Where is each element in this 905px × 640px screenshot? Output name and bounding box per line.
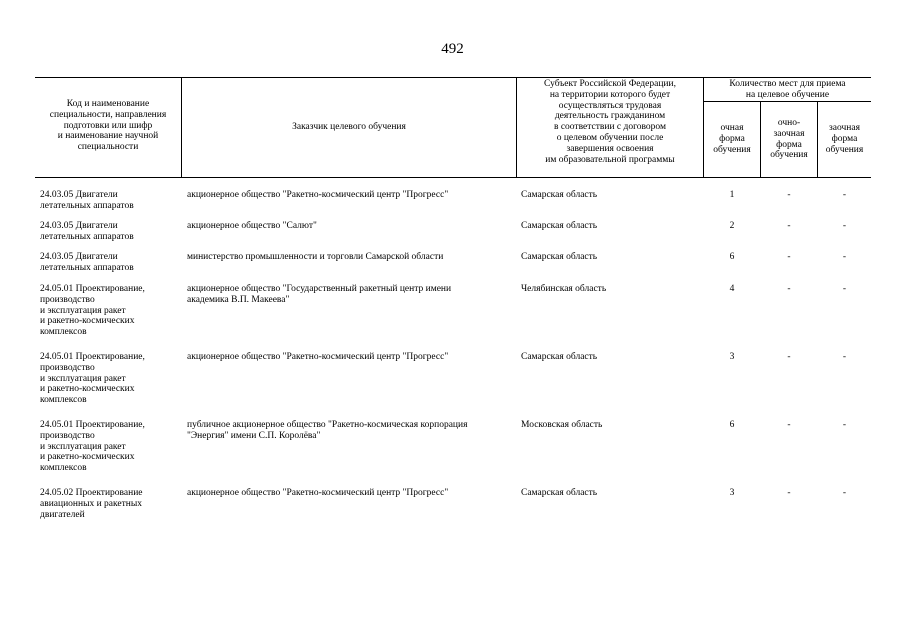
cell-distance: - <box>842 252 847 262</box>
cell-customer: акционерное общество "Ракетно-космический центр "Прогресс" <box>187 190 449 200</box>
cell-fulltime: 3 <box>729 352 735 362</box>
places-subheader-border <box>703 101 871 102</box>
cell-code: 24.05.01 Проектирование, производство и эксплуатация ракет и ракетно-космических комплексов <box>40 420 145 474</box>
header-top-border <box>35 77 871 78</box>
cell-customer: акционерное общество "Государственный ракетный центр имени академика В.П. Макеева" <box>187 284 452 305</box>
cell-parttime: - <box>787 221 791 231</box>
cell-distance: - <box>842 221 847 231</box>
cell-code: 24.03.05 Двигатели летательных аппаратов <box>40 221 134 242</box>
cell-distance: - <box>842 352 847 362</box>
cell-code: 24.03.05 Двигатели летательных аппаратов <box>40 252 134 273</box>
cell-fulltime: 6 <box>729 420 735 430</box>
cell-fulltime: 6 <box>729 252 735 262</box>
cell-fulltime: 2 <box>729 221 735 231</box>
header-fulltime: очная форма обучения <box>713 123 751 155</box>
cell-region: Самарская область <box>521 352 598 362</box>
cell-customer: акционерное общество "Ракетно-космический центр "Прогресс" <box>187 352 449 362</box>
page-number: 492 <box>441 41 464 57</box>
cell-customer: министерство промышленности и торговли Самарской области <box>187 252 444 262</box>
cell-customer: акционерное общество "Салют" <box>187 221 317 231</box>
cell-code: 24.05.01 Проектирование, производство и эксплуатация ракет и ракетно-космических комплексов <box>40 284 145 338</box>
cell-fulltime: 1 <box>729 190 735 200</box>
header-code: Код и наименование специальности, направления подготовки или шифр и наименование научной специальности <box>49 99 167 153</box>
cell-customer: акционерное общество "Ракетно-космический центр "Прогресс" <box>187 488 449 498</box>
cell-region: Самарская область <box>521 488 598 498</box>
cell-parttime: - <box>787 352 791 362</box>
header-bottom-border <box>35 177 871 178</box>
header-region: Субъект Российской Федерации, на территории которого будет осуществляться трудовая деятельность гражданином в соответствии с договором о целевом обучении после завершения освоения им образовательной программы <box>544 79 676 165</box>
cell-parttime: - <box>787 284 791 294</box>
header-places: Количество мест для приема на целевое обучение <box>729 79 846 100</box>
cell-parttime: - <box>787 252 791 262</box>
cell-parttime: - <box>787 420 791 430</box>
cell-fulltime: 3 <box>729 488 735 498</box>
cell-code: 24.05.01 Проектирование, производство и эксплуатация ракет и ракетно-космических комплексов <box>40 352 145 406</box>
header-distance: заочная форма обучения <box>825 123 864 155</box>
header-customer: Заказчик целевого обучения <box>292 122 406 132</box>
cell-region: Московская область <box>521 420 603 430</box>
cell-distance: - <box>842 420 847 430</box>
cell-customer: публичное акционерное общество "Ракетно-космическая корпорация "Энергия" имени С.П. Королёва" <box>187 420 468 441</box>
cell-region: Самарская область <box>521 221 598 231</box>
header-parttime: очно- заочная форма обучения <box>770 118 808 161</box>
cell-distance: - <box>842 284 847 294</box>
cell-code: 24.03.05 Двигатели летательных аппаратов <box>40 190 134 211</box>
cell-region: Челябинская область <box>521 284 607 294</box>
cell-distance: - <box>842 488 847 498</box>
cell-parttime: - <box>787 488 791 498</box>
cell-region: Самарская область <box>521 190 598 200</box>
cell-distance: - <box>842 190 847 200</box>
cell-code: 24.05.02 Проектирование авиационных и ракетных двигателей <box>40 488 143 520</box>
cell-parttime: - <box>787 190 791 200</box>
cell-fulltime: 4 <box>729 284 735 294</box>
cell-region: Самарская область <box>521 252 598 262</box>
